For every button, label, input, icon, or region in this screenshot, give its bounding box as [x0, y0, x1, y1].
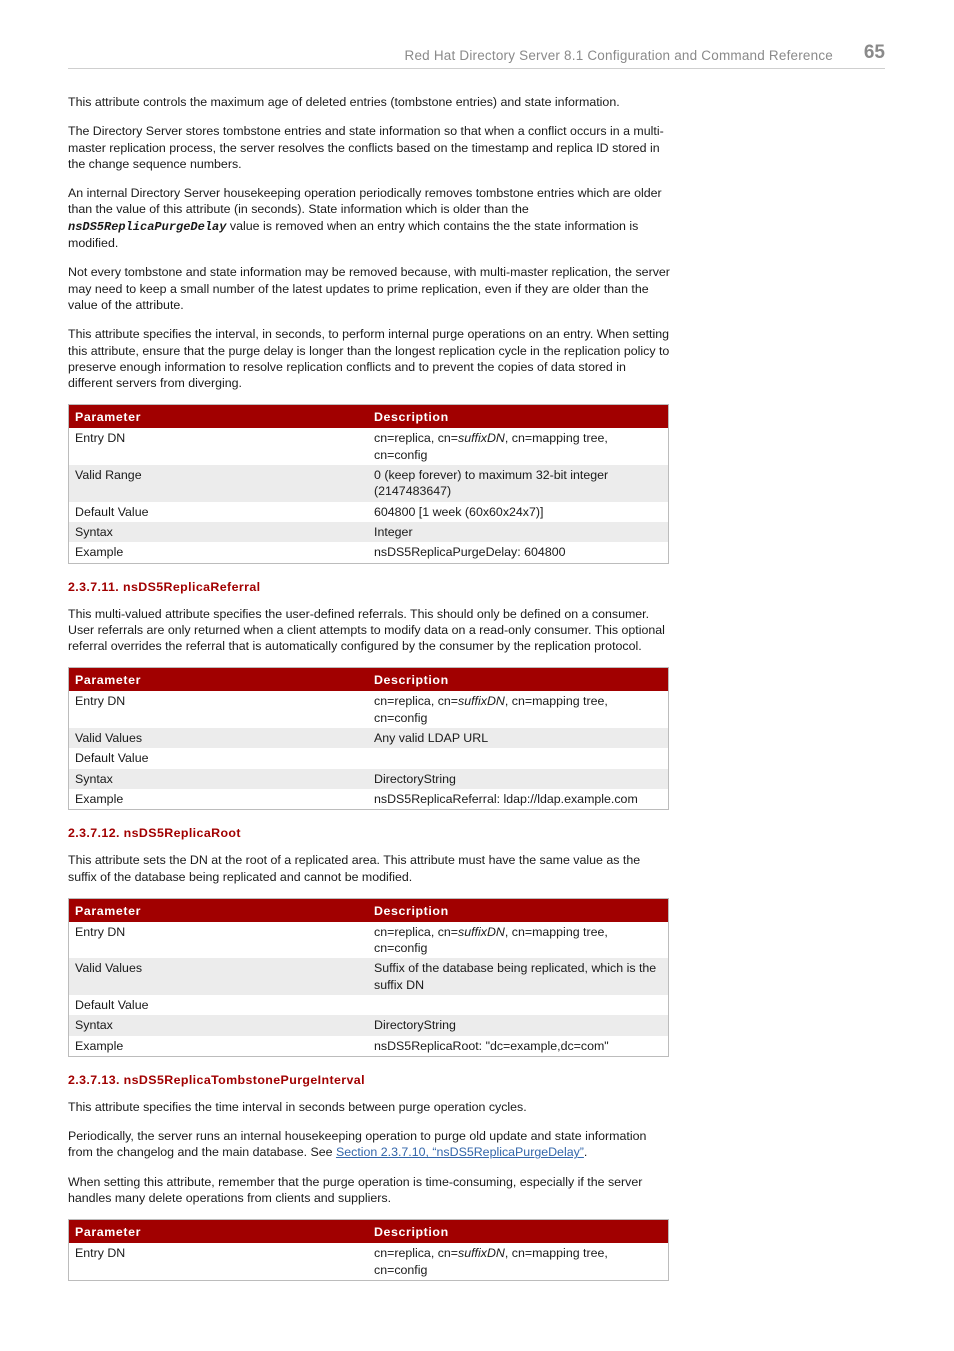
paragraph: [68, 1128, 670, 1161]
table-header-row: [69, 405, 669, 429]
table-row: [69, 958, 669, 995]
desc-cell: [368, 691, 669, 728]
text-span: , cn=mapping tree, cn=config: [374, 1246, 608, 1277]
table-row: [69, 502, 669, 522]
table-header-row: [69, 898, 669, 922]
param-cell: Entry DN: [75, 924, 126, 939]
cross-reference-link[interactable]: Section 2.3.7.10, “nsDS5ReplicaPurgeDelay”: [335, 1145, 584, 1160]
column-header-description: Description: [368, 898, 669, 922]
parameter-table: [68, 404, 669, 563]
text-span: cn=replica, cn=: [374, 1246, 459, 1261]
table-row: [69, 1243, 669, 1280]
paragraph: When setting this attribute, remember that the purge operation is time-consuming, especially if the server handles many delete operations from clients and suppliers.: [68, 1174, 643, 1206]
paragraph: This attribute specifies the interval, in seconds, to perform internal purge operations on an entry. When setting this attribute, ensure that the purge delay is longer than the longest replication cycle in the replication policy to preserve enough information to resolve replication conflicts and to prevent the copies of data stored in different servers from diverging.: [68, 327, 670, 391]
desc-cell: [368, 922, 669, 959]
parameter-table: [68, 667, 669, 810]
param-cell: Default Value: [75, 504, 149, 519]
param-cell: Default Value: [75, 997, 149, 1012]
column-header-parameter: Parameter: [69, 1220, 369, 1244]
text-span: cn=replica, cn=: [374, 694, 459, 709]
text-span: An internal Directory Server housekeeping operation periodically removes tombstone entries which are older than the value of this attribute (in seconds). State information which is older than the: [68, 186, 662, 217]
table-row: [69, 522, 669, 542]
desc-cell: nsDS5ReplicaRoot: "dc=example,dc=com": [374, 1038, 609, 1053]
desc-cell: Suffix of the database being replicated, which is the suffix DN: [368, 958, 669, 995]
text-span: , cn=mapping tree, cn=config: [374, 694, 608, 725]
desc-cell: [368, 995, 669, 1015]
paragraph: Not every tombstone and state information may be removed because, with multi-master replication, the server may need to keep a small number of the latest updates to prime replication, even if they are older than the value of the attribute.: [68, 265, 670, 312]
table-row: [69, 691, 669, 728]
desc-cell: DirectoryString: [368, 769, 669, 789]
text-span: .: [583, 1145, 588, 1160]
text-span: value is removed when an entry which contains the the state information is modified.: [68, 218, 639, 251]
section-heading: 2.3.7.12. nsDS5ReplicaRoot: [68, 826, 241, 841]
param-cell: Example: [75, 545, 124, 560]
column-header-parameter: Parameter: [69, 405, 369, 429]
table-row: [69, 789, 669, 810]
page-header: [68, 40, 885, 69]
text-span: Periodically, the server runs an internal housekeeping operation to purge old update and state information from the changelog and the main database. See: [68, 1129, 647, 1160]
table-row: [69, 428, 669, 465]
book-title: Red Hat Directory Server 8.1 Configuration and Command Reference: [404, 48, 833, 63]
table-row: [69, 1015, 669, 1035]
desc-cell: 604800 [1 week (60x60x24x7)]: [374, 504, 544, 519]
text-span: , cn=mapping tree, cn=config: [374, 924, 608, 956]
table-row: [69, 922, 669, 959]
paragraph: This multi-valued attribute specifies the user-defined referrals. This should only be defined on a consumer. User referrals are only returned when a client attempts to modify data on a read-only consumer. This optional referral overrides the referral that is automatically configured by the consumer by the replication protocol.: [68, 606, 665, 654]
paragraph: This attribute controls the maximum age of deleted entries (tombstone entries) and state information.: [68, 95, 620, 109]
page-number: 65: [863, 42, 885, 63]
table-row: [69, 542, 669, 563]
table-row: [69, 465, 669, 502]
table-row: [69, 769, 669, 789]
parameter-table: [68, 1219, 669, 1281]
paragraph: This attribute specifies the time interval in seconds between purge operation cycles.: [68, 1099, 527, 1114]
column-header-description: Description: [368, 1220, 669, 1244]
desc-cell: 0 (keep forever) to maximum 32-bit integer (2147483647): [368, 465, 669, 502]
attribute-name: nsDS5ReplicaPurgeDelay: [68, 219, 227, 234]
param-cell: Valid Values: [69, 728, 369, 748]
section-heading: 2.3.7.11. nsDS5ReplicaReferral: [68, 579, 261, 594]
column-header-parameter: Parameter: [69, 668, 369, 692]
paragraph: This attribute sets the DN at the root of a replicated area. This attribute must have the same value as the suffix of the database being replicated and cannot be modified.: [68, 853, 641, 884]
parameter-table: [68, 898, 669, 1057]
column-header-description: Description: [368, 668, 669, 692]
param-cell: Valid Values: [69, 958, 369, 995]
desc-cell: [368, 428, 669, 465]
table-header-row: [69, 1220, 669, 1244]
table-row: [69, 748, 669, 768]
italic-text: suffixDN: [458, 924, 505, 939]
param-cell: Syntax: [69, 1015, 369, 1035]
text-span: cn=replica, cn=: [374, 431, 459, 446]
desc-cell: nsDS5ReplicaPurgeDelay: 604800: [374, 545, 566, 560]
paragraph: [68, 185, 670, 251]
param-cell: Example: [75, 1038, 124, 1053]
italic-text: suffixDN: [458, 431, 505, 446]
desc-cell: Any valid LDAP URL: [368, 728, 669, 748]
table-continues: [68, 1219, 670, 1277]
desc-cell: [368, 748, 669, 768]
text-span: cn=replica, cn=: [374, 924, 459, 939]
param-cell: Syntax: [69, 522, 369, 542]
text-span: , cn=mapping tree, cn=config: [374, 431, 608, 462]
column-header-description: Description: [368, 405, 669, 429]
param-cell: Entry DN: [75, 1246, 126, 1261]
table-row: [69, 728, 669, 748]
desc-cell: nsDS5ReplicaReferral: ldap://ldap.example.com: [374, 791, 638, 806]
param-cell: Example: [75, 791, 124, 806]
param-cell: Valid Range: [69, 465, 369, 502]
italic-text: suffixDN: [458, 1246, 505, 1261]
desc-cell: [368, 1243, 669, 1280]
param-cell: Entry DN: [75, 431, 126, 446]
paragraph: The Directory Server stores tombstone entries and state information so that when a conflict occurs in a multi-master replication process, the server resolves the conflicts based on the timestamp and replica ID stored in the change sequence numbers.: [68, 124, 664, 171]
desc-cell: Integer: [368, 522, 669, 542]
page-content: [68, 94, 670, 1277]
column-header-parameter: Parameter: [69, 898, 369, 922]
param-cell: Default Value: [75, 751, 149, 766]
table-row: [69, 995, 669, 1015]
param-cell: Entry DN: [75, 694, 126, 709]
desc-cell: DirectoryString: [368, 1015, 669, 1035]
table-header-row: [69, 668, 669, 692]
italic-text: suffixDN: [458, 694, 505, 709]
section-heading: 2.3.7.13. nsDS5ReplicaTombstonePurgeInterval: [68, 1072, 365, 1087]
table-row: [69, 1036, 669, 1057]
param-cell: Syntax: [69, 769, 369, 789]
